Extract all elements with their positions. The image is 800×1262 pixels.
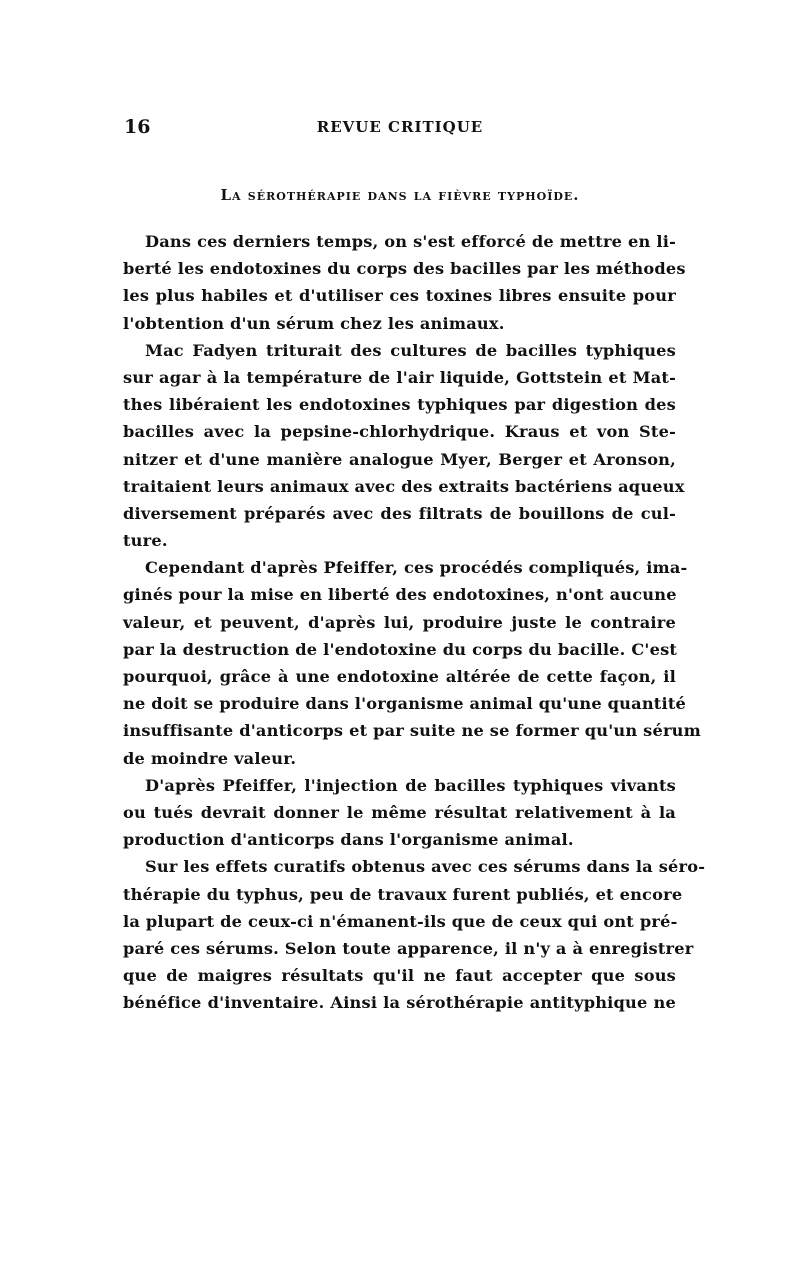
text-line: Cependant d'après Pfeiffer, ces procédés compliqués, ima- (145, 558, 688, 578)
text-line: D'après Pfeiffer, l'injection de bacilles typhiques vivants (145, 775, 676, 795)
text-line: ture. (123, 531, 168, 551)
text-line: l'obtention d'un sérum chez les animaux. (123, 313, 505, 333)
text-line: bacilles avec la pepsine-chlorhydrique. Kraus et von Ste- (123, 422, 676, 442)
text-line: ou tués devrait donner le même résultat relativement à la (123, 802, 676, 822)
text-line: valeur, et peuvent, d'après lui, produire juste le contraire (123, 612, 676, 632)
text-line: thes libéraient les endotoxines typhiques par digestion des (123, 395, 676, 415)
body-text (123, 228, 706, 1016)
text-line: production d'anticorps dans l'organisme animal. (123, 830, 574, 850)
text-line: ginés pour la mise en liberté des endotoxines, n'ont aucune (123, 585, 677, 605)
section-title: La sérothérapie dans la fièvre typhoïde. (220, 186, 580, 204)
text-line: pourquoi, grâce à une endotoxine altérée de cette façon, il (123, 667, 676, 686)
running-title: REVUE CRITIQUE (316, 118, 484, 136)
text-line: thérapie du typhus, peu de travaux furent publiés, et encore (123, 884, 683, 904)
text-line: nitzer et d'une manière analogue Myer, Berger et Aronson, (123, 449, 676, 469)
text-line: la plupart de ceux-ci n'émanent-ils que de ceux qui ont pré- (123, 911, 678, 931)
text-line: sur agar à la température de l'air liquide, Gottstein et Mat- (123, 367, 676, 387)
text-line: ne doit se produire dans l'organisme animal qu'une quantité (123, 694, 687, 714)
text-line: diversement préparés avec des filtrats de bouillons de cul- (123, 503, 676, 523)
text-line: paré ces sérums. Selon toute apparence, il n'y a à enregistrer (123, 938, 694, 958)
text-line: de moindre valeur. (123, 748, 297, 768)
text-line: traitaient leurs animaux avec des extraits bactériens aqueux (123, 476, 685, 496)
text-line: insuffisante d'anticorps et par suite ne se former qu'un sérum (123, 721, 701, 741)
text-line: bénéfice d'inventaire. Ainsi la sérothérapie antityphique ne (123, 993, 676, 1013)
text-line: Dans ces derniers temps, on s'est efforcé de mettre en li- (145, 232, 676, 251)
text-line: que de maigres résultats qu'il ne faut accepter que sous (123, 966, 676, 986)
page-number: 16 (124, 116, 151, 138)
running-head (124, 116, 676, 142)
text-line: Sur les effets curatifs obtenus avec ces sérums dans la séro- (145, 857, 706, 877)
text-line: par la destruction de l'endotoxine du corps du bacille. C'est (123, 639, 678, 659)
text-line: berté les endotoxines du corps des bacilles par les méthodes (123, 259, 686, 279)
text-line: Mac Fadyen triturait des cultures de bacilles typhiques (145, 340, 676, 360)
text-line: les plus habiles et d'utiliser ces toxines libres ensuite pour (123, 286, 676, 306)
